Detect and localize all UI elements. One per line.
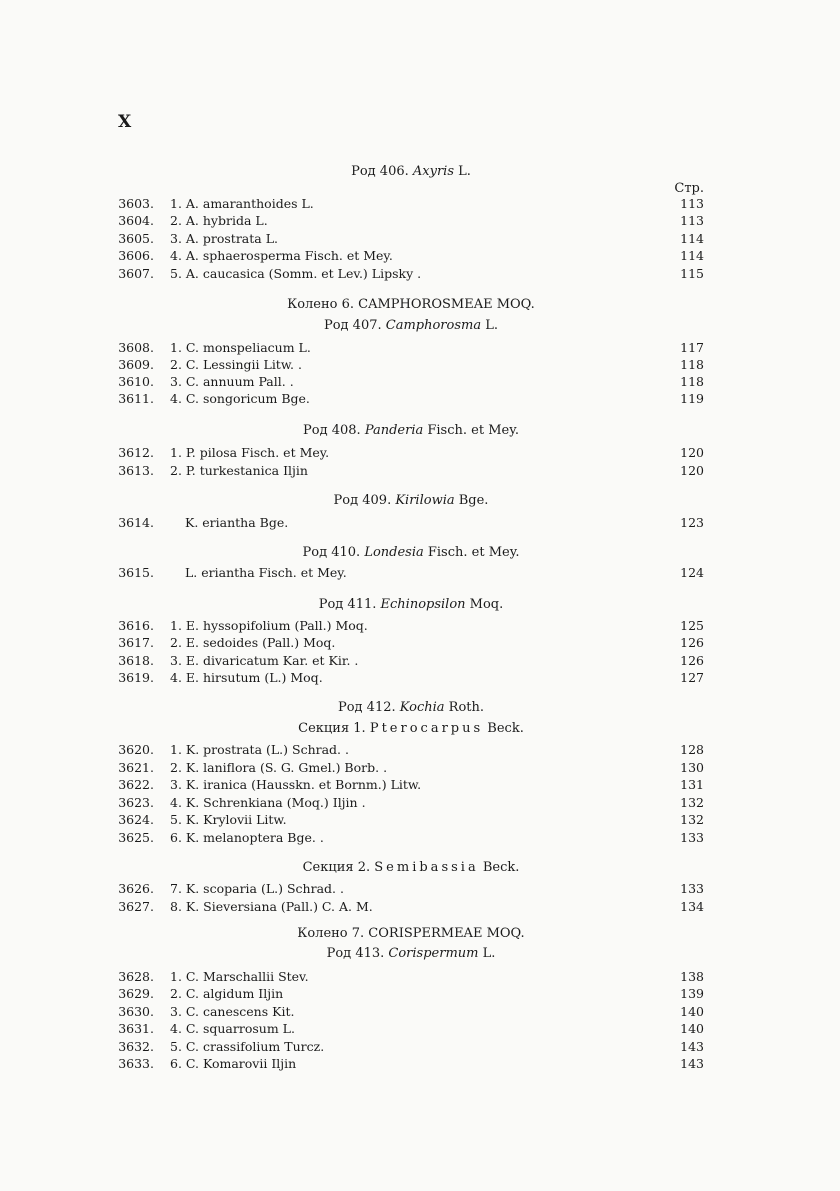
- species-name: 8. K. Sieversiana (Pall.) C. A. M.: [170, 899, 373, 914]
- species-page: 124: [680, 565, 704, 580]
- tribe-heading-camphorosmeae: Колено 6. CAMPHOROSMEAE MOQ.: [287, 297, 535, 312]
- species-number: 3633.: [118, 1056, 154, 1071]
- species-number: 3613.: [118, 463, 154, 478]
- species-page: 114: [680, 248, 704, 263]
- species-page: 126: [680, 635, 704, 650]
- species-entry: [112, 444, 704, 461]
- species-entry: [112, 669, 704, 686]
- species-name: 4. C. squarrosum L.: [170, 1021, 295, 1036]
- species-number: 3611.: [118, 391, 154, 406]
- species-name: 6. K. melanoptera Bge. .: [170, 830, 324, 845]
- species-page: 134: [680, 899, 704, 914]
- species-number: 3623.: [118, 795, 154, 810]
- species-page: 120: [680, 445, 704, 460]
- species-name: 1. A. amaranthoides L.: [170, 196, 314, 211]
- tribe-heading-corispermeae: Колено 7. CORISPERMEAE MOQ.: [297, 926, 525, 941]
- species-entry: [112, 968, 704, 985]
- species-number: 3628.: [118, 969, 154, 984]
- species-page: 115: [680, 266, 704, 281]
- species-name: 2. C. Lessingii Litw. .: [170, 357, 302, 372]
- species-number: 3609.: [118, 357, 154, 372]
- species-name: 7. K. scoparia (L.) Schrad. .: [170, 881, 344, 896]
- species-number: 3627.: [118, 899, 154, 914]
- species-page: 114: [680, 231, 704, 246]
- species-entry: [112, 1020, 704, 1037]
- genus-heading-kochia: Род 412. Kochia Roth.: [337, 700, 485, 715]
- species-number: 3631.: [118, 1021, 154, 1036]
- species-page: 140: [680, 1004, 704, 1019]
- genus-heading-panderia: Род 408. Panderia Fisch. et Mey.: [303, 423, 519, 438]
- species-name: 4. C. songoricum Bge.: [170, 391, 310, 406]
- species-entry: [112, 230, 704, 247]
- species-entry: [112, 898, 704, 915]
- species-entry: [112, 1055, 704, 1072]
- species-number: 3607.: [118, 266, 154, 281]
- species-entry: [112, 212, 704, 229]
- species-name: 2. P. turkestanica Iljin: [170, 463, 308, 478]
- species-entry: [112, 339, 704, 356]
- species-number: 3632.: [118, 1039, 154, 1054]
- species-name: 1. C. Marschallii Stev.: [170, 969, 309, 984]
- species-page: 130: [680, 760, 704, 775]
- species-page: 125: [680, 618, 704, 633]
- species-entry: [112, 265, 704, 282]
- species-name: 3. C. canescens Kit.: [170, 1004, 295, 1019]
- species-number: 3615.: [118, 565, 154, 580]
- species-number: 3621.: [118, 760, 154, 775]
- genus-heading-axyris: Род 406. Axyris L.: [351, 164, 471, 179]
- species-number: 3620.: [118, 742, 154, 757]
- species-name: 4. A. sphaerosperma Fisch. et Mey.: [170, 248, 393, 263]
- species-entry: [112, 617, 704, 634]
- species-number: 3614.: [118, 515, 154, 530]
- species-page: 131: [680, 777, 704, 792]
- species-entry: [112, 247, 704, 264]
- species-name: 5. K. Krylovii Litw.: [170, 812, 287, 827]
- genus-heading-corispermum: Род 413. Corispermum L.: [326, 946, 496, 961]
- species-number: 3612.: [118, 445, 154, 460]
- species-number: 3624.: [118, 812, 154, 827]
- species-page: 123: [680, 515, 704, 530]
- species-name: L. eriantha Fisch. et Mey.: [185, 565, 347, 580]
- species-page: 113: [680, 213, 704, 228]
- species-name: 3. E. divaricatum Kar. et Kir. .: [170, 653, 359, 668]
- species-page: 127: [680, 670, 704, 685]
- species-number: 3625.: [118, 830, 154, 845]
- species-page: 118: [680, 374, 704, 389]
- species-number: 3604.: [118, 213, 154, 228]
- species-entry: [112, 759, 704, 776]
- species-number: 3629.: [118, 986, 154, 1001]
- species-name: 1. K. prostrata (L.) Schrad. .: [170, 742, 349, 757]
- species-name: 3. A. prostrata L.: [170, 231, 278, 246]
- species-page: 143: [680, 1056, 704, 1071]
- species-entry: [112, 776, 704, 793]
- species-name: 2. E. sedoides (Pall.) Moq.: [170, 635, 336, 650]
- section-heading-semibassia: Секция 2. Semibassia Beck.: [302, 860, 520, 875]
- genus-heading-echinopsilon: Род 411. Echinopsilon Moq.: [318, 597, 504, 612]
- species-entry: [112, 390, 704, 407]
- section-heading-pterocarpus: Секция 1. Pterocarpus Beck.: [298, 721, 524, 736]
- species-entry: [112, 652, 704, 669]
- species-number: 3626.: [118, 881, 154, 896]
- species-page: 117: [680, 340, 704, 355]
- species-page: 133: [680, 830, 704, 845]
- species-page: 139: [680, 986, 704, 1001]
- species-entry: [112, 811, 704, 828]
- species-number: 3605.: [118, 231, 154, 246]
- species-page: 128: [680, 742, 704, 757]
- species-number: 3630.: [118, 1004, 154, 1019]
- species-entry: [112, 880, 704, 897]
- species-entry: [112, 195, 704, 212]
- species-name: 5. A. caucasica (Somm. et Lev.) Lipsky .: [170, 266, 422, 281]
- species-page: 138: [680, 969, 704, 984]
- species-entry: [112, 1003, 704, 1020]
- species-name: 4. K. Schrenkiana (Moq.) Iljin .: [170, 795, 366, 810]
- species-name: 6. C. Komarovii Iljin: [170, 1056, 297, 1071]
- page-roman-numeral: X: [118, 112, 132, 132]
- genus-heading-camphorosma: Род 407. Camphorosma L.: [323, 318, 499, 333]
- species-page: 119: [680, 391, 704, 406]
- species-number: 3608.: [118, 340, 154, 355]
- species-number: 3619.: [118, 670, 154, 685]
- species-number: 3617.: [118, 635, 154, 650]
- genus-heading-kirilowia: Род 409. Kirilowia Bge.: [333, 493, 489, 508]
- species-number: 3622.: [118, 777, 154, 792]
- species-name: 3. K. iranica (Hausskn. et Bornm.) Litw.: [170, 777, 422, 792]
- species-name: K. eriantha Bge.: [185, 515, 289, 530]
- species-entry: [112, 356, 704, 373]
- species-page: 113: [680, 196, 704, 211]
- species-entry: [112, 462, 704, 479]
- species-page: 120: [680, 463, 704, 478]
- species-number: 3606.: [118, 248, 154, 263]
- species-entry: [112, 1038, 704, 1055]
- species-page: 126: [680, 653, 704, 668]
- species-name: 2. A. hybrida L.: [170, 213, 268, 228]
- species-entry: [112, 564, 704, 581]
- species-name: 1. P. pilosa Fisch. et Mey.: [170, 445, 330, 460]
- species-number: 3603.: [118, 196, 154, 211]
- species-page: 133: [680, 881, 704, 896]
- species-name: 2. K. laniflora (S. G. Gmel.) Borb. .: [170, 760, 388, 775]
- species-name: 1. C. monspeliacum L.: [170, 340, 311, 355]
- species-entry: [112, 634, 704, 651]
- species-name: 2. C. algidum Iljin: [170, 986, 284, 1001]
- species-page: 140: [680, 1021, 704, 1036]
- species-entry: [112, 514, 704, 531]
- page-column-label: Стр.: [674, 181, 704, 196]
- species-number: 3610.: [118, 374, 154, 389]
- species-entry: [112, 741, 704, 758]
- species-name: 1. E. hyssopifolium (Pall.) Moq.: [170, 618, 368, 633]
- species-page: 143: [680, 1039, 704, 1054]
- species-page: 132: [680, 795, 704, 810]
- species-page: 118: [680, 357, 704, 372]
- species-number: 3618.: [118, 653, 154, 668]
- species-name: 5. C. crassifolium Turcz.: [170, 1039, 325, 1054]
- species-entry: [112, 829, 704, 846]
- species-entry: [112, 373, 704, 390]
- species-entry: [112, 794, 704, 811]
- species-name: 4. E. hirsutum (L.) Moq.: [170, 670, 323, 685]
- genus-heading-londesia: Род 410. Londesia Fisch. et Mey.: [302, 545, 520, 560]
- species-name: 3. C. annuum Pall. .: [170, 374, 294, 389]
- species-number: 3616.: [118, 618, 154, 633]
- species-entry: [112, 985, 704, 1002]
- species-page: 132: [680, 812, 704, 827]
